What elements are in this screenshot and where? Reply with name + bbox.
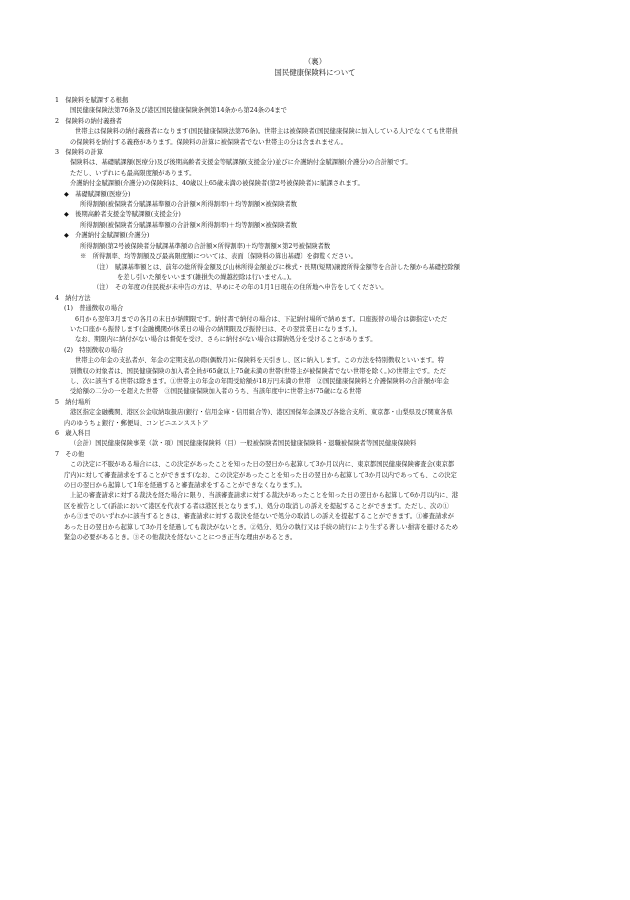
bullet-heading: ◆ 基礎賦課額(医療分) (64, 190, 131, 198)
sub-heading: (1) 普通徴収の場合 (64, 305, 124, 313)
paragraph-line: なお、期限内に納付がない場合は督促を受け、さらに納付がない場合は滞納処分を受けることがあります。 (75, 336, 377, 344)
section-heading-4: 4 納付方法 (55, 294, 91, 302)
note-line: を差し引いた額をいいます(雑損失の繰越控除は行いません。)。 (117, 273, 296, 281)
note-line: （注） 賦課基準額とは、前年の総所得金額及び山林所得金額並びに株式・長期(短期)譲渡所得金額等を合計した額から基礎控除額 (93, 263, 460, 271)
section-heading-5: 5 納付場所 (55, 398, 91, 406)
bullet-heading: ◆ 介護納付金賦課額(介護分) (64, 232, 150, 240)
section-heading-1: 1 保険料を賦課する根拠 (55, 97, 129, 104)
formula-line: 所得割額(第2号被保険者分賦課基準額の合計額×所得割率)＋均等割額×第2号被保険者数 (80, 242, 331, 250)
page-side-tag: （裏） (303, 57, 327, 66)
document-title: 国民健康保険料について (274, 68, 356, 77)
paragraph-line: あった日の翌日から起算して3か月を経過しても裁決がないとき。②処分、処分の執行又は手続の続行により生ずる著しい損害を避けるため (64, 523, 459, 531)
bullet-heading: ◆ 後期高齢者支援金等賦課額(支援金分) (64, 211, 181, 219)
paragraph-line: 世帯主の年金の支払者が、年金の定期支払の際(偶数月)に保険料を天引きし、区に納入します。この方法を特別徴収といいます。特 (75, 357, 445, 365)
section-heading-6: 6 歳入科目 (55, 430, 91, 437)
paragraph-line: ただし、いずれにも最高限度額があります。 (70, 169, 196, 177)
paragraph-line: この決定に不服がある場合には、この決定があったことを知った日の翌日から起算して3か月以内に、東京都国民健康保険審査会(東京都 (70, 461, 455, 469)
section-heading-7: 7 その他 (55, 450, 85, 458)
paragraph-line: 緊急の必要があるとき。③その他裁決を経ないことにつき正当な理由があるとき。 (64, 534, 297, 542)
formula-line: 所得割額(被保険者分賦課基準額の合計額×所得割率)＋均等割額×被保険者数 (80, 201, 297, 209)
note-line: （注） その年度の住民税が未申告の方は、早めにその年の1月1日現在の住所地へ申告をしてください。 (93, 284, 388, 292)
paragraph-line: （会計）国民健康保険事業（款・項）国民健康保険料（目）一般被保険者国民健康保険料・退職被保険者等国民健康保険料 (70, 440, 417, 448)
paragraph-line: 介護納付金賦課額(介護分)の保険料は、40歳以上65歳未満の被保険者(第2号被保険者)に賦課されます。 (70, 180, 364, 188)
paragraph-line: 内のゆうちょ銀行・郵便局、コンビニエンスストア (64, 419, 209, 427)
paragraph-line: 6月から翌年3月までの各月の末日が納期限です。納付書で納付の場合は、下記納付場所で納めます。口座振替の場合は御指定いただ (75, 315, 448, 323)
document-body (55, 96, 595, 543)
paragraph-line: し、次に該当する世帯は除きます。①世帯主の年金の年間受給額が18万円未満の世帯 ②国民健康保険料と介護保険料の合計額が年金 (70, 377, 450, 385)
note-line: ※ 所得割率、均等割額及び最高限度額については、表面〔保険料の算出基礎〕を御覧ください。 (80, 253, 357, 261)
paragraph-line: 区を被告として(訴訟において港区を代表する者は港区長となります。)、処分の取消しの訴えを提起することができます。ただし、次の① (64, 502, 449, 510)
formula-line: 所得割額(被保険者分賦課基準額の合計額×所得割率)＋均等割額×被保険者数 (80, 221, 297, 229)
paragraph-line: 保険料は、基礎賦課額(医療分)及び後期高齢者支援金等賦課額(支援金分)並びに介護納付金賦課額(介護分)の合計額です。 (70, 159, 412, 167)
sub-heading: (2) 特別徴収の場合 (64, 346, 124, 354)
paragraph-line: 受給額の二分の一を超えた世帯 ③国民健康保険加入者のうち、当該年度中に世帯主が75歳になる世帯 (70, 388, 362, 396)
paragraph-line: 別徴収の対象者は、国民健康保険の加入者全員が65歳以上75歳未満の世帯(世帯主が被保険者でない世帯を除く。)の世帯主です。ただ (70, 367, 447, 375)
paragraph-line: の保険料を納付する義務があります。保険料の計算に被保険者でない世帯主の分は含まれません。 (70, 138, 347, 146)
paragraph-line: の日の翌日から起算して1年を経過すると審査請求をすることができなくなります。)。 (64, 482, 307, 490)
section-heading-2: 2 保険料の納付義務者 (55, 117, 122, 125)
paragraph-line: 上記の審査請求に対する裁決を経た場合に限り、当該審査請求に対する裁決があったことを知った日の翌日から起算して6か月以内に、港 (70, 492, 459, 500)
paragraph-line: いた口座から振替します(金融機関が休業日の場合の納期限及び振替日は、その翌営業日になります。)。 (70, 325, 361, 333)
paragraph-line: から③までのいずれかに該当するときは、審査請求に対する裁決を経ないで処分の取消しの訴えを提起することができます。①審査請求が (64, 513, 454, 521)
paragraph-line: 世帯主は保険料の納付義務者になります(国民健康保険法第76条)。世帯主は被保険者(国民健康保険に加入している人)でなくても世帯員 (75, 128, 459, 136)
section-heading-3: 3 保険料の計算 (55, 149, 104, 157)
paragraph-line: 庁内)に対して審査請求をすることができます(なお、この決定があったことを知った日の翌日から起算して3か月以内であっても、この決定 (64, 471, 457, 479)
paragraph-line: 港区指定金融機関、港区公金収納取扱店(銀行・信用金庫・信用組合等)、港区国保年金課及び各総合支所、東京都・山梨県及び関東各県 (70, 409, 453, 417)
paragraph-line: 国民健康保険法第76条及び港区国民健康保険条例第14条から第24条の4まで (70, 107, 287, 115)
